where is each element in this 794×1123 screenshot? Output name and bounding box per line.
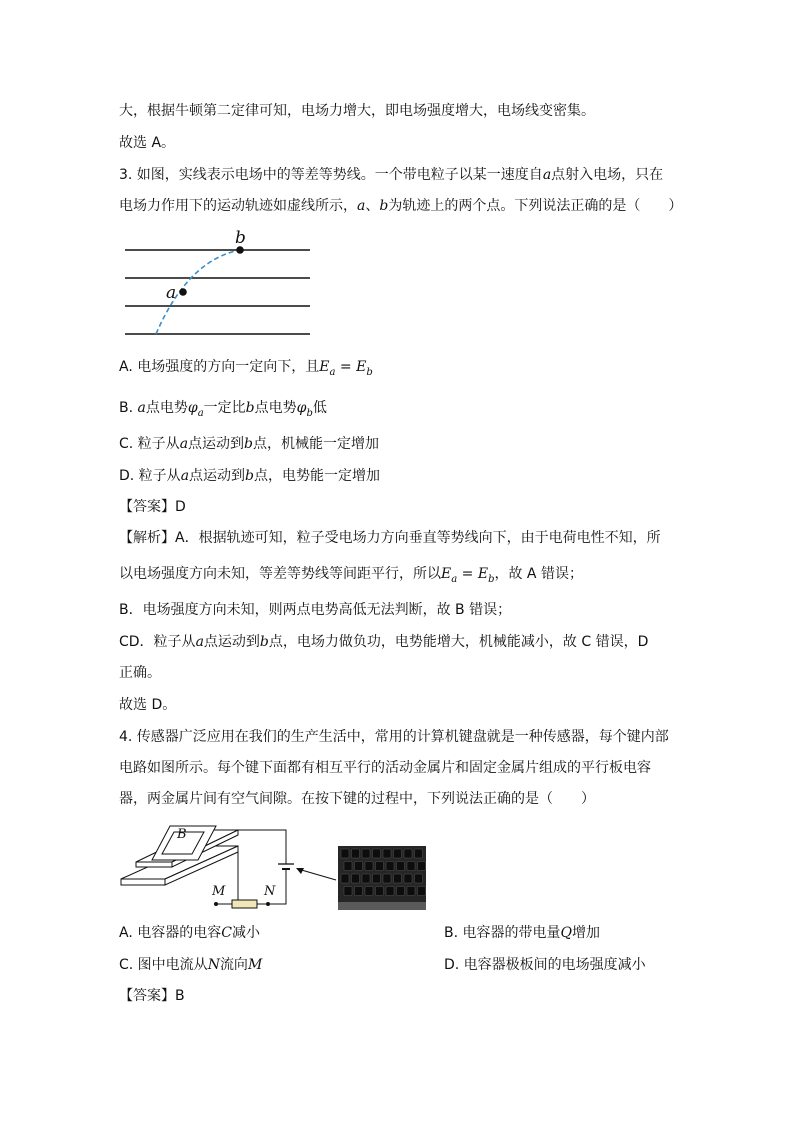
- label-m: M: [212, 884, 226, 899]
- q3-stem-line-1: 3. 如图，实线表示电场中的等差等势线。一个带电粒子以某一速度自a点射入电场，只在: [119, 167, 664, 183]
- keyboard-key: [394, 849, 402, 858]
- q4-option-b: B. 电容器的带电量Q增加: [444, 925, 600, 941]
- q4-keyboard-circuit-figure: [118, 822, 430, 914]
- q3-answer: 【答案】D: [119, 499, 186, 515]
- keyboard-key: [341, 874, 349, 883]
- q3-explanation-line-2: 以电场强度方向未知，等差等势线等间距平行，所以$E_a = E_b$，故 A 错误；: [119, 566, 583, 585]
- node-n: [266, 902, 270, 906]
- arrow-shaft: [298, 869, 336, 880]
- q3-explanation-line-3: B．电场强度方向未知，则两点电势高低无法判断，故 B 错误；: [119, 602, 512, 618]
- keyboard-key: [383, 874, 391, 883]
- keyboard-key: [415, 874, 423, 883]
- label-a: a: [166, 283, 177, 303]
- q3-option-d: D. 粒子从a点运动到b点，电势能一定增加: [119, 468, 381, 484]
- arrow-head: [296, 868, 304, 874]
- keyboard-key: [365, 862, 373, 871]
- q4-option-c: C. 图中电流从N流向M: [119, 957, 263, 973]
- label-b: b: [235, 228, 246, 248]
- q4-stem-line-2: 电路如图所示。每个键下面都有相互平行的活动金属片和固定金属片组成的平行板电容: [119, 760, 651, 776]
- keyboard-key: [341, 849, 349, 858]
- keyboard-key: [394, 874, 402, 883]
- keyboard-key: [397, 887, 405, 896]
- keyboard-key: [386, 862, 394, 871]
- keyboard-key: [373, 874, 381, 883]
- prev-line-2: 故选 A。: [119, 135, 176, 151]
- keyboard-key: [362, 874, 370, 883]
- keyboard-key: [415, 849, 423, 858]
- keyboard-key: [418, 862, 426, 871]
- q4-stem-line-3: 器，两金属片间有空气间隙。在按下键的过程中，下列说法正确的是（ ）: [119, 791, 595, 807]
- keyboard-key: [355, 862, 363, 871]
- moving-plate-side: [136, 862, 172, 867]
- q3-equipotential-figure: [118, 224, 318, 340]
- keyboard-key: [407, 887, 415, 896]
- q4-option-a: A. 电容器的电容C减小: [119, 925, 260, 941]
- keyboard-key: [404, 874, 412, 883]
- keyboard-key: [404, 849, 412, 858]
- q3-explanation-line-4: CD．粒子从a点运动到b点，电场力做负功，电势能增大，机械能减小，故 C 错误，D: [119, 634, 649, 650]
- q3-explanation-line-6: 故选 D。: [119, 697, 177, 713]
- keyboard-key: [355, 887, 363, 896]
- keyboard-key: [397, 862, 405, 871]
- keyboard-key: [418, 887, 426, 896]
- keyboard-key: [376, 862, 384, 871]
- q4-answer: 【答案】B: [119, 988, 185, 1004]
- q3-option-a: A. 电场强度的方向一定向下，且$E_a = E_b$: [119, 359, 373, 378]
- keyboard-key: [407, 862, 415, 871]
- keyboard-key: [352, 849, 360, 858]
- keyboard-key: [373, 849, 381, 858]
- q3-option-b: B. a点电势$\varphi_a$一定比b点电势$\varphi_b$低: [119, 400, 327, 419]
- keyboard-key: [386, 887, 394, 896]
- q4-stem-line-1: 4. 传感器广泛应用在我们的生产生活中，常用的计算机键盘就是一种传感器，每个键内部: [119, 729, 669, 745]
- fixed-plate-side: [121, 879, 165, 885]
- label-n: N: [264, 884, 276, 899]
- keyboard-key: [352, 874, 360, 883]
- keyboard-key: [376, 887, 384, 896]
- q3-explanation-line-1: 【解析】A．根据轨迹可知，粒子受电场力方向垂直等势线向下，由于电荷电性不知，所: [119, 530, 661, 546]
- point-a: [179, 288, 187, 296]
- key-b-label: B: [177, 827, 187, 842]
- q4-option-d: D. 电容器极板间的电场强度减小: [444, 957, 646, 973]
- keyboard-key: [344, 887, 352, 896]
- keyboard-image: [338, 846, 426, 910]
- keyboard-key: [362, 849, 370, 858]
- q3-option-c: C. 粒子从a点运动到b点，机械能一定增加: [119, 436, 380, 452]
- q3-explanation-line-5: 正确。: [119, 665, 161, 681]
- node-m: [214, 902, 218, 906]
- wire-top: [238, 830, 286, 864]
- keyboard-key: [365, 887, 373, 896]
- resistor: [232, 900, 257, 908]
- prev-line-1: 大，根据牛顿第二定律可知，电场力增大，即电场强度增大，电场线变密集。: [119, 103, 595, 119]
- keyboard-key: [383, 849, 391, 858]
- keyboard-key: [344, 862, 352, 871]
- q3-stem-line-2: 电场力作用下的运动轨迹如虚线所示，a、b为轨迹上的两个点。下列说法正确的是（ ）: [119, 198, 683, 214]
